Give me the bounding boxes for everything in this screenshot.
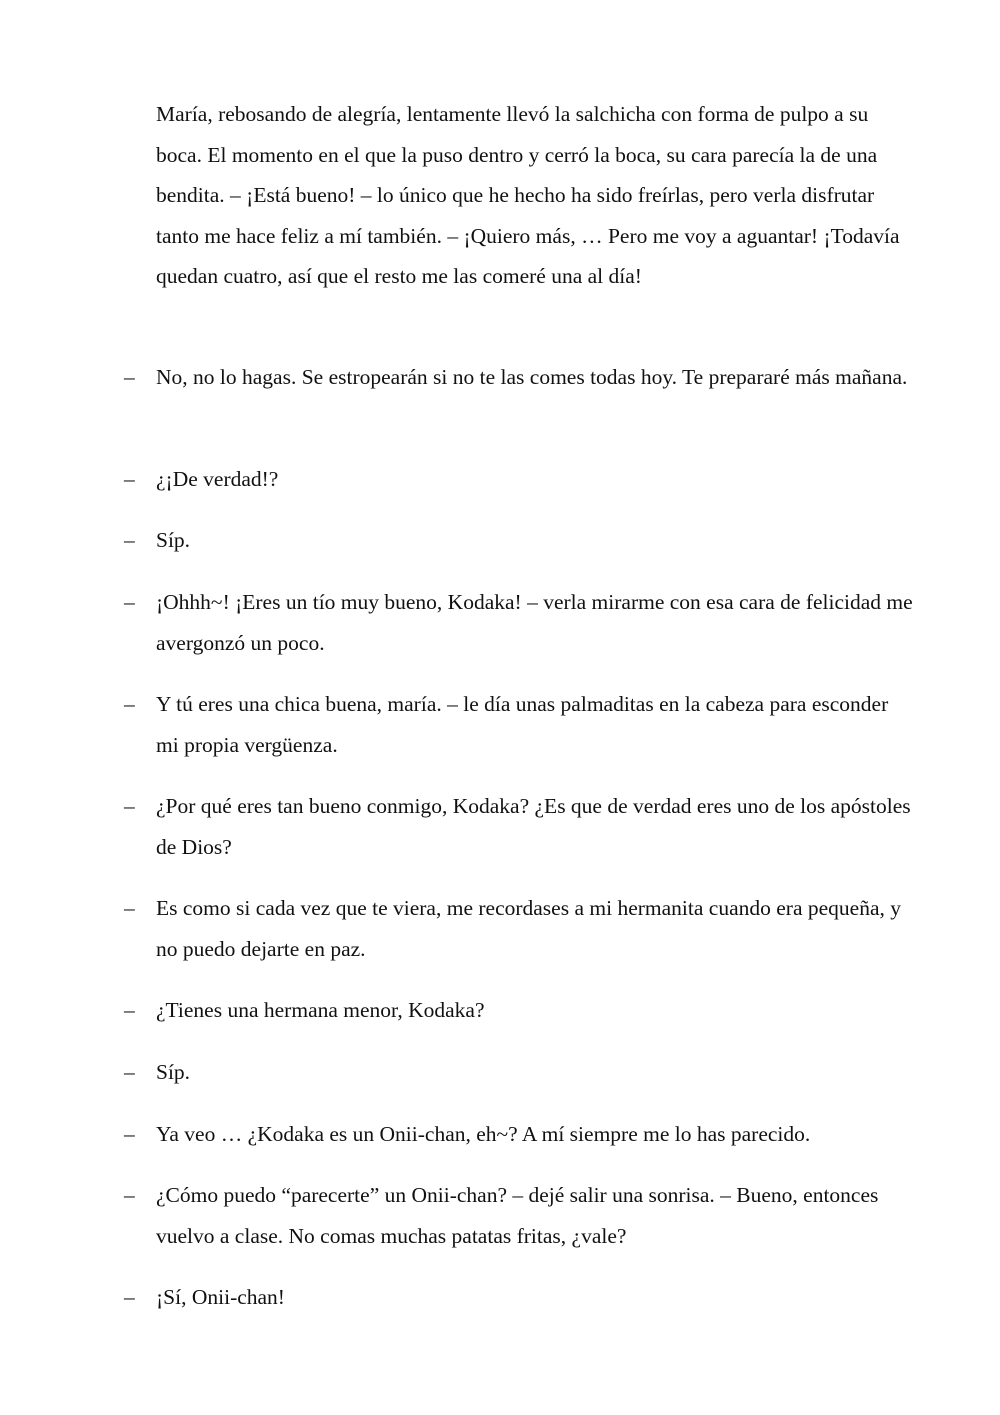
dialogue-dash: – bbox=[124, 365, 135, 389]
dialogue-text: Y tú eres una chica buena, maría. – le día unas palmaditas en la cabeza para esconder mi propia vergüenza. bbox=[156, 692, 889, 757]
dialogue-dash: – bbox=[124, 998, 135, 1022]
dialogue-text: Es como si cada vez que te viera, me recordases a mi hermanita cuando era pequeña, y no puedo dejarte en paz. bbox=[156, 896, 901, 961]
dialogue-dash: – bbox=[124, 794, 135, 818]
dialogue-dash: – bbox=[124, 1122, 135, 1146]
dialogue-text: ¿Cómo puedo “parecerte” un Onii-chan? – dejé salir una sonrisa. – Bueno, entonces vuelvo a clase. No comas muchas patatas fritas, ¿vale? bbox=[156, 1183, 879, 1248]
dialogue-dash: – bbox=[124, 1285, 135, 1309]
dialogue-text: Síp. bbox=[156, 528, 191, 552]
dialogue-dash: – bbox=[124, 896, 135, 920]
dialogue-text: ¿Tienes una hermana menor, Kodaka? bbox=[156, 998, 485, 1022]
dialogue-text: Síp. bbox=[156, 1060, 191, 1084]
intro-paragraph: María, rebosando de alegría, lentamente llevó la salchicha con forma de pulpo a su boca. El momento en el que la puso dentro y cerró la boca, su cara parecía la de una bendita. – ¡Está bueno! – lo único que he hecho ha sido freírlas, pero verla disfrutar tanto me hace feliz a mí también. – ¡Quiero más, … Pero me voy a aguantar! ¡Todavía quedan cuatro, así que el resto me las comeré una al día! bbox=[156, 102, 900, 289]
dialogue-dash: – bbox=[124, 692, 135, 716]
dialogue-text: No, no lo hagas. Se estropearán si no te las comes todas hoy. Te prepararé más mañana. bbox=[156, 365, 908, 389]
dialogue-dash: – bbox=[124, 467, 135, 491]
dialogue-text: Ya veo … ¿Kodaka es un Onii-chan, eh~? A mí siempre me lo has parecido. bbox=[156, 1122, 811, 1146]
dialogue-text: ¿Por qué eres tan bueno conmigo, Kodaka? ¿Es que de verdad eres uno de los apóstoles de Dios? bbox=[156, 794, 911, 859]
dialogue-text: ¿¡De verdad!? bbox=[156, 467, 279, 491]
dialogue-text: ¡Ohhh~! ¡Eres un tío muy bueno, Kodaka! – verla mirarme con esa cara de felicidad me avergonzó un poco. bbox=[156, 590, 913, 655]
dialogue-dash: – bbox=[124, 1060, 135, 1084]
dialogue-dash: – bbox=[124, 590, 135, 614]
dialogue-dash: – bbox=[124, 1183, 135, 1207]
dialogue-text: ¡Sí, Onii-chan! bbox=[156, 1285, 285, 1309]
dialogue-dash: – bbox=[124, 528, 135, 552]
